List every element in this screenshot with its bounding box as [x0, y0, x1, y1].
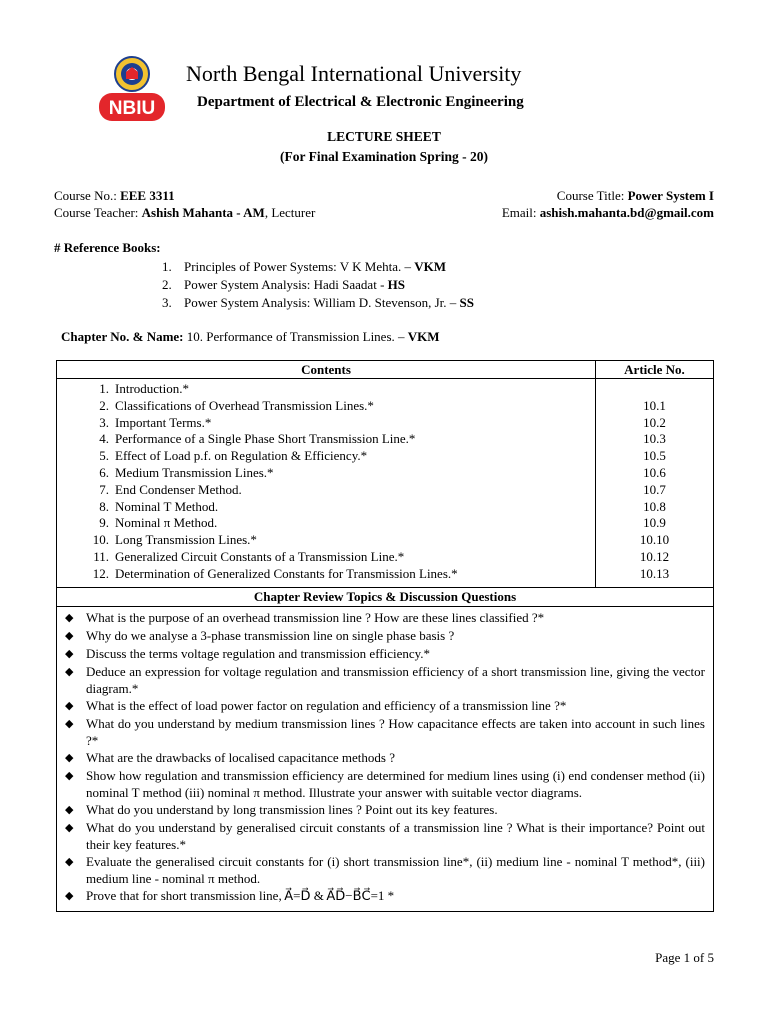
article-no: 10.1: [643, 397, 666, 413]
reference-item: 3. Power System Analysis: William D. Stevenson, Jr. – SS: [162, 295, 474, 310]
content-item: 10. Long Transmission Lines.*: [92, 532, 257, 548]
question-item: ◆ What is the purpose of an overhead transmission line ? How are these lines classified ?*: [65, 609, 545, 625]
contents-header: Contents: [57, 361, 596, 379]
svg-text:NBIU: NBIU: [108, 98, 156, 119]
diamond-bullet-icon: ◆: [65, 855, 74, 868]
diamond-bullet-icon: ◆: [65, 665, 74, 678]
question-item: ◆ What do you understand by generalised circuit constants of a transmission line ? What is their importance? Point out their key features.*: [65, 819, 705, 852]
article-no: 10.3: [643, 431, 666, 447]
article-no: 10.10: [639, 532, 670, 548]
diamond-bullet-icon: ◆: [65, 647, 74, 660]
article-no: 10.8: [643, 498, 666, 514]
question-item: ◆ Prove that for short transmission line, A⃗=D⃗ & A⃗D⃗−B⃗C⃗=1 *: [65, 887, 395, 903]
question-item: ◆ Show how regulation and transmission efficiency are determined for medium lines using (i) end condenser method (ii) nominal T method (iii) nominal π method. Illustrate your answer with suitable vector diagrams.: [65, 767, 705, 800]
article-no: 10.12: [639, 548, 670, 564]
content-item: 12. Determination of Generalized Constants for Transmission Lines.*: [92, 565, 458, 581]
course-no: Course No.: EEE 3311: [54, 188, 175, 203]
content-item: 7. End Condenser Method.: [99, 481, 242, 497]
university-name: North Bengal International University: [186, 61, 522, 86]
diamond-bullet-icon: ◆: [65, 717, 74, 730]
article-no: 10.2: [643, 414, 666, 430]
article-no: 10.6: [643, 464, 666, 480]
diamond-bullet-icon: ◆: [65, 629, 74, 642]
question-item: ◆ Why do we analyse a 3-phase transmission line on single phase basis ?: [65, 627, 455, 643]
university-seal-icon: [96, 56, 168, 124]
article-cell: [596, 379, 714, 588]
content-item: 4. Performance of a Single Phase Short Transmission Line.*: [99, 431, 416, 447]
reference-item: 1. Principles of Power Systems: V K Mehta. – VKM: [162, 259, 447, 274]
sheet-title: LECTURE SHEET: [327, 129, 441, 144]
article-no: 10.5: [643, 448, 666, 464]
content-item: 8. Nominal T Method.: [99, 498, 219, 514]
diamond-bullet-icon: ◆: [65, 769, 74, 782]
question-item: ◆ Deduce an expression for voltage regulation and transmission efficiency of a short transmission line, giving the vector diagram.*: [65, 663, 705, 696]
question-item: ◆ What are the drawbacks of localised capacitance methods ?: [65, 749, 395, 765]
article-no: 10.7: [643, 481, 666, 497]
contents-cell: [57, 379, 596, 588]
article-no: 10.13: [639, 565, 670, 581]
question-item: ◆ What do you understand by medium transmission lines ? How capacitance effects are taken into account in such lines ?*: [65, 715, 705, 748]
reference-heading: # Reference Books:: [54, 240, 161, 255]
article-header: Article No.: [596, 361, 714, 379]
course-title: Course Title: Power System I: [556, 188, 714, 203]
diamond-bullet-icon: ◆: [65, 889, 74, 902]
content-item: 6. Medium Transmission Lines.*: [99, 464, 274, 480]
content-item: 9. Nominal π Method.: [99, 515, 218, 531]
review-header-cell: [57, 587, 714, 606]
question-item: ◆ Evaluate the generalised circuit constants for (i) short transmission line*, (ii) medium line - nominal T method*, (iii) medium line - nominal π method.: [65, 853, 705, 886]
content-item: 1. Introduction.*: [99, 381, 190, 396]
reference-item: 2. Power System Analysis: Hadi Saadat - HS: [162, 277, 406, 292]
reference-list: [162, 258, 474, 312]
question-item: ◆ What do you understand by long transmission lines ? Point out its key features.: [65, 801, 498, 817]
department-name: Department of Electrical & Electronic Engineering: [197, 94, 524, 110]
university-logo: [96, 56, 168, 124]
course-email: Email: ashish.mahanta.bd@gmail.com: [501, 205, 714, 220]
content-item: 5. Effect of Load p.f. on Regulation & Efficiency.*: [99, 448, 368, 464]
question-item: ◆ What is the effect of load power factor on regulation and efficiency of a transmission line ?*: [65, 697, 567, 713]
diamond-bullet-icon: ◆: [65, 821, 74, 834]
diamond-bullet-icon: ◆: [65, 699, 74, 712]
review-heading: Chapter Review Topics & Discussion Questions: [253, 588, 517, 604]
diamond-bullet-icon: ◆: [65, 751, 74, 764]
review-cell: [57, 606, 714, 911]
content-item: 11. Generalized Circuit Constants of a Transmission Line.*: [93, 548, 405, 564]
content-item: 2. Classifications of Overhead Transmission Lines.*: [99, 397, 374, 413]
diamond-bullet-icon: ◆: [65, 803, 74, 816]
question-list: [57, 607, 713, 911]
chapter-line: Chapter No. & Name: 10. Performance of Transmission Lines. – VKM: [61, 329, 440, 344]
sheet-subtitle: (For Final Examination Spring - 20): [280, 149, 488, 164]
article-no: 10.9: [643, 515, 666, 531]
content-item: 3. Important Terms.*: [99, 414, 212, 430]
question-item: ◆ Discuss the terms voltage regulation and transmission efficiency.*: [65, 645, 431, 661]
course-teacher: Course Teacher: Ashish Mahanta - AM, Lecturer: [54, 205, 316, 220]
page-number: Page 1 of 5: [655, 950, 714, 965]
diamond-bullet-icon: ◆: [65, 611, 74, 624]
email-link[interactable]: ashish.mahanta.bd@gmail.com: [539, 205, 714, 220]
article-no: [596, 381, 713, 398]
contents-table: [56, 360, 714, 912]
